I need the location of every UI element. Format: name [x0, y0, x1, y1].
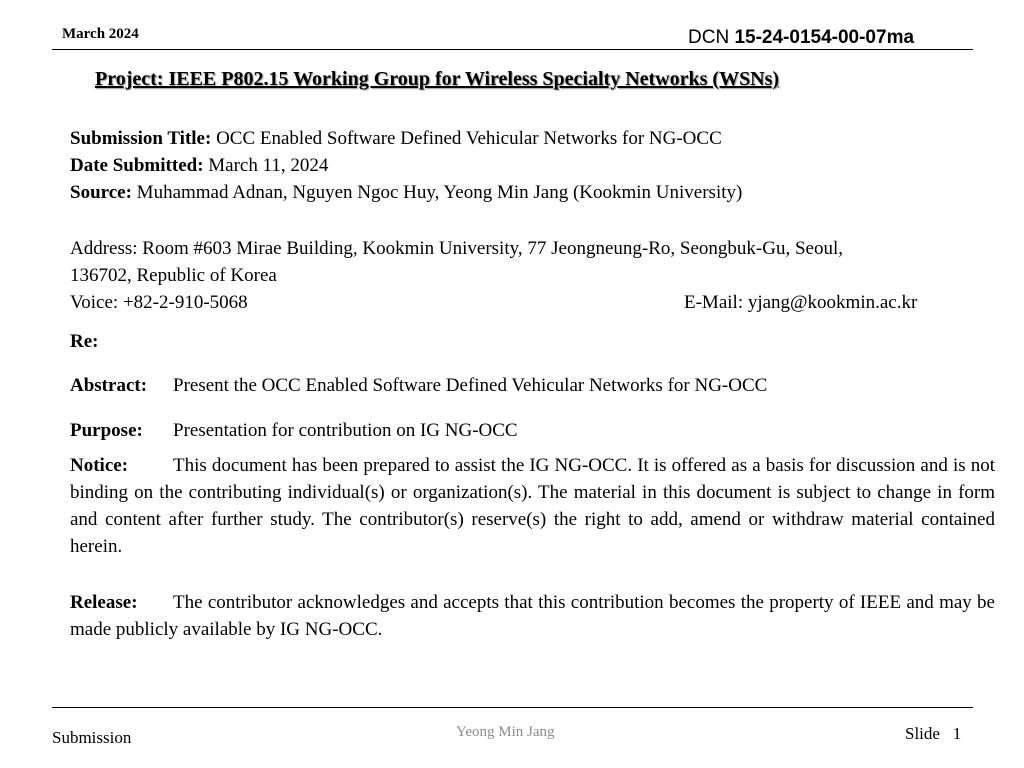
- footer-submission: Submission: [52, 728, 132, 747]
- purpose-label: Purpose:: [70, 420, 143, 441]
- source-line: [70, 179, 742, 206]
- project-title: Project: IEEE P802.15 Working Group for Wireless Specialty Networks (WSNs): [95, 68, 780, 90]
- slide-label: Slide: [905, 724, 940, 743]
- release-paragraph: [70, 589, 995, 643]
- purpose-text: Presentation for contribution on IG NG-OCC: [173, 420, 518, 441]
- header-divider: [52, 49, 973, 50]
- address-line-2: 136702, Republic of Korea: [70, 265, 277, 286]
- footer-author: Yeong Min Jang: [456, 724, 555, 740]
- header-dcn: [688, 27, 914, 49]
- date-submitted-value: March 11, 2024: [203, 155, 329, 176]
- source-value: Muhammad Adnan, Nguyen Ngoc Huy, Yeong Min Jang (Kookmin University): [131, 182, 743, 203]
- date-submitted-label: Date Submitted:: [70, 155, 204, 176]
- voice-line: Voice: +82-2-910-5068: [70, 292, 248, 313]
- re-label: Re:: [70, 331, 99, 352]
- source-label: Source:: [70, 182, 132, 203]
- email-line: E-Mail: yjang@kookmin.ac.kr: [684, 292, 918, 313]
- abstract-label: Abstract:: [70, 375, 148, 396]
- submission-title-label: Submission Title:: [70, 128, 212, 149]
- notice-label: Notice:: [70, 455, 129, 476]
- dcn-prefix: DCN: [688, 27, 735, 48]
- dcn-number: 15-24-0154-00-07ma: [734, 27, 915, 48]
- notice-text: This document has been prepared to assist the IG NG-OCC. It is offered as a basis for discussion and is not binding on the contributing individual(s) or organization(s). The material in this document is subject to change in form and content after further study. The contributor(s) reserve(s) the right to add, amend or withdraw material contained herein.: [70, 455, 995, 557]
- abstract-text: Present the OCC Enabled Software Defined Vehicular Networks for NG-OCC: [173, 375, 768, 396]
- address-line-1: Address: Room #603 Mirae Building, Kookmin University, 77 Jeongneung-Ro, Seongbuk-Gu, Seoul,: [70, 238, 843, 259]
- date-submitted-line: [70, 152, 328, 179]
- submission-title-line: [70, 125, 722, 152]
- footer-divider: [52, 707, 973, 708]
- notice-paragraph: [70, 452, 995, 560]
- footer-slide: [905, 724, 961, 744]
- release-label: Release:: [70, 592, 138, 613]
- slide-number: 1: [952, 724, 962, 743]
- submission-title-value: OCC Enabled Software Defined Vehicular Networks for NG-OCC: [211, 128, 722, 149]
- header-date: March 2024: [62, 26, 139, 42]
- release-text: The contributor acknowledges and accepts that this contribution becomes the property of IEEE and may be made publicly available by IG NG-OCC.: [70, 592, 995, 640]
